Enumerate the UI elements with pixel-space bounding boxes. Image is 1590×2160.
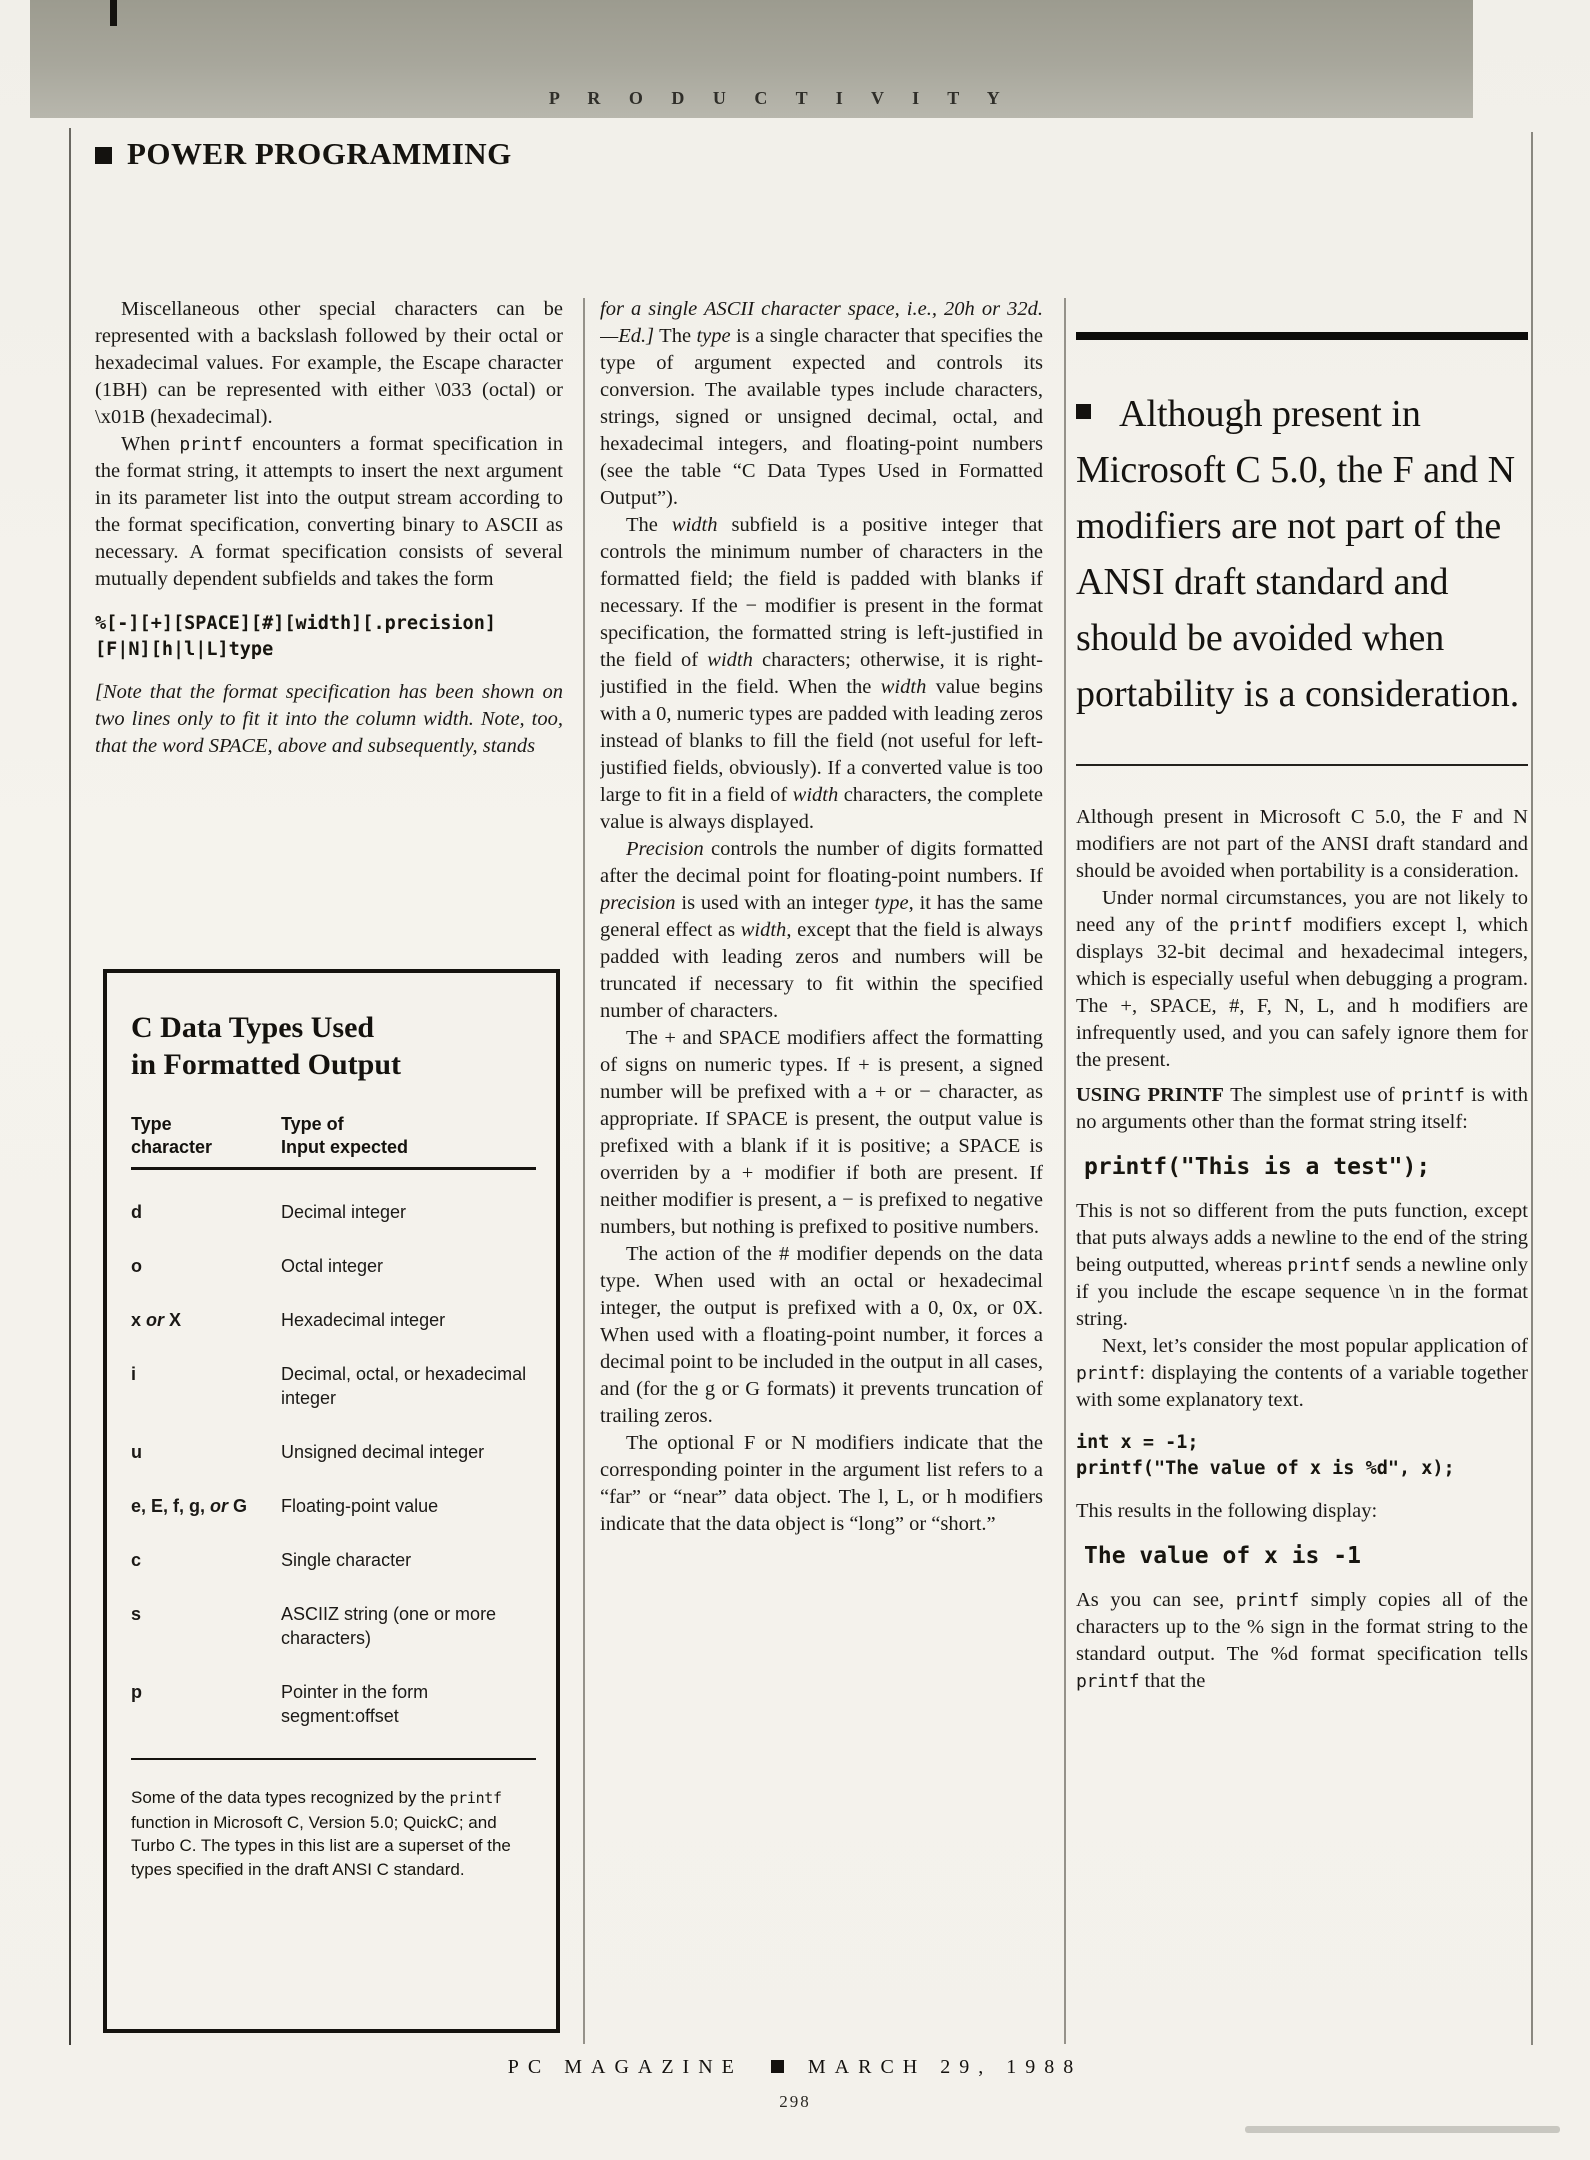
code-sample-2 <box>1076 1430 1528 1482</box>
column-3 <box>1076 296 1528 2044</box>
column-2 <box>600 296 1043 2044</box>
code-line: printf("The value of x is %d", x); <box>1076 1458 1455 1479</box>
paragraph: Precision controls the number of digits formatted after the decimal point for floating-point numbers. If precision is used with an integer type, it has the same general effect as width, except that the field is always padded with leading zeros and numbers will be truncated if necessary to fit within the specified number of characters. <box>600 838 1043 1022</box>
column-divider-1 <box>583 298 585 2044</box>
kicker: P R O D U C T I V I T Y <box>548 88 1012 108</box>
paragraph: The + and SPACE modifiers affect the formatting of signs on numeric types. If + is present, a signed number will be prefixed with a + or − character, as appropriate. If SPACE is present, the output value is prefixed with a blank if it is positive; a SPACE is overriden by a + modifier if both are present. If neither modifier is present, a − is prefixed to negative numbers, but nothing is prefixed to positive numbers. <box>600 1027 1043 1238</box>
footer-date: MARCH 29, 1988 <box>807 2056 1083 2078</box>
table-header-row <box>131 1113 536 1159</box>
paragraph: Although present in Microsoft C 5.0, the F and N modifiers are not part of the ANSI draft standard and should be avoided when portability is a consideration. <box>1076 806 1528 882</box>
paragraph: Under normal circumstances, you are not likely to need any of the printf modifiers except l, which displays 32-bit decimal and hexadecimal integers, which is especially useful when debugging a program. The +, SPACE, #, F, N, L, and h modifiers are infrequently used, and you can safely ignore them for the present. <box>1076 887 1528 1071</box>
format-spec-code <box>95 611 563 663</box>
paragraph: The width subfield is a positive integer that controls the minimum number of characters in the formatted field; the field is padded with blanks if necessary. If the − modifier is present in the format specification, the formatted string is left-justified in the field of width characters; otherwise, it is right-justified in the field. When the width value begins with a 0, numeric types are padded with leading zeros instead of blanks to fill the field (not useful for left-justified fields, obviously). If a converted value is too large to fit in a field of width characters, the complete value is always displayed. <box>600 514 1043 833</box>
paragraph: The action of the # modifier depends on the data type. When used with an octal or hexadecimal integer, the output is prefixed with a 0, 0x, or 0X. When used with a floating-point number, it forces a decimal point to be included in the output in all cases, and (for the g or G formats) it prevents truncation of trailing zeros. <box>600 1243 1043 1427</box>
left-page-rule <box>69 128 71 2045</box>
footer-magazine-name: PC MAGAZINE <box>507 2056 743 2078</box>
table-row: s ASCIIZ string (one or more characters) <box>131 1604 497 1648</box>
table-rows <box>131 1200 536 1728</box>
paragraph: The optional F or N modifiers indicate that the corresponding pointer in the argument list refers to a “far” or “near” data object. The l, L, or h modifiers indicate that the data object is “long” or “short.” <box>600 1432 1043 1535</box>
paragraph: When printf encounters a format specification in the format string, it attempts to insert the next argument in its parameter list into the output stream according to the format specification, converting binary to ASCII as necessary. A format specification consists of several mutually dependent subfields and takes the form <box>95 433 563 590</box>
section-header <box>95 136 512 172</box>
column-divider-2 <box>1064 298 1066 2044</box>
code-line: [F|N][h|l|L]type <box>95 639 274 660</box>
column-1 <box>95 296 563 969</box>
editor-note: [Note that the format specification has been shown on two lines only to fit it into the column width. Note, too, that the word SPACE, above and subsequently, stands <box>95 681 563 757</box>
pull-quote-top-rule <box>1076 332 1528 340</box>
paragraph: for a single ASCII character space, i.e., 20h or 32d.—Ed.] The type is a single character that specifies the type of argument expected and controls its conversion. The available types include characters, strings, signed or unsigned decimal, octal, and hexadecimal integers, and floating-point numbers (see the table “C Data Types Used in Formatted Output”). <box>600 298 1043 509</box>
page-number: 298 <box>779 2092 811 2111</box>
table-footnote: Some of the data types recognized by the printf function in Microsoft C, Version 5.0; QuickC; and Turbo C. The types in this list are a superset of the types specified in the draft ANSI C standard. <box>131 1788 511 1879</box>
code-sample-1 <box>1076 1152 1528 1182</box>
paragraph: This is not so different from the puts function, except that puts always adds a newline to the end of the string being outputted, whereas printf sends a newline only if you include the escape sequence \n in the format string. <box>1076 1200 1528 1330</box>
page-header-band <box>30 0 1473 118</box>
paragraph: As you can see, printf simply copies all of the characters up to the % sign in the format string to the standard output. The %d format specification tells printf that the <box>1076 1589 1528 1692</box>
table-row: d Decimal integer <box>131 1202 407 1222</box>
table-header-rule <box>131 1167 536 1170</box>
square-bullet-icon <box>95 147 112 164</box>
code-line: printf("This is a test"); <box>1084 1154 1431 1180</box>
paragraph: Miscellaneous other special characters can be represented with a backslash followed by their octal or hexadecimal values. For example, the Escape character (1BH) can be represented with either \033 (octal) or \x01B (hexadecimal). <box>95 298 563 428</box>
paragraph: Next, let’s consider the most popular application of printf: displaying the contents of a variable together with some explanatory text. <box>1076 1335 1528 1411</box>
table-title <box>131 1009 536 1083</box>
code-line: The value of x is -1 <box>1084 1543 1361 1569</box>
table-title-line: C Data Types Used <box>131 1011 375 1044</box>
square-bullet-icon <box>771 2060 784 2073</box>
code-line: %[-][+][SPACE][#][width][.precision] <box>95 613 496 634</box>
pull-quote <box>1076 332 1528 766</box>
code-line: int x = -1; <box>1076 1432 1199 1453</box>
using-printf-section: USING PRINTF The simplest use of printf is with no arguments other than the format string itself: <box>1076 1084 1528 1133</box>
scan-artifact <box>1245 2126 1560 2133</box>
code-output <box>1076 1541 1528 1571</box>
registration-mark <box>110 0 117 26</box>
table-row: u Unsigned decimal integer <box>131 1442 485 1462</box>
table-title-line: in Formatted Output <box>131 1048 401 1081</box>
table-header-input-expected: Type of Input expected <box>281 1114 409 1157</box>
table-header-type-character: Type character <box>131 1114 213 1157</box>
data-types-table <box>103 969 560 2033</box>
pull-quote-bottom-rule <box>1076 764 1528 766</box>
square-bullet-icon <box>1076 404 1091 419</box>
table-row: i Decimal, octal, or hexadecimal integer <box>131 1364 527 1408</box>
table-row: e, E, f, g, or G Floating-point value <box>131 1496 439 1516</box>
table-row: p Pointer in the form segment:offset <box>131 1682 429 1726</box>
footer <box>0 2056 1590 2079</box>
pull-quote-text: Although present in Microsoft C 5.0, the F and N modifiers are not part of the ANSI draft standard and should be avoided when portability is a consideration. <box>1076 393 1520 715</box>
paragraph: This results in the following display: <box>1076 1500 1378 1522</box>
table-row: x or X Hexadecimal integer <box>131 1310 446 1330</box>
table-row: c Single character <box>131 1550 412 1570</box>
table-footnote-rule <box>131 1758 536 1760</box>
right-page-rule <box>1531 132 1533 2045</box>
section-title: POWER PROGRAMMING <box>127 136 512 171</box>
table-row: o Octal integer <box>131 1256 384 1276</box>
